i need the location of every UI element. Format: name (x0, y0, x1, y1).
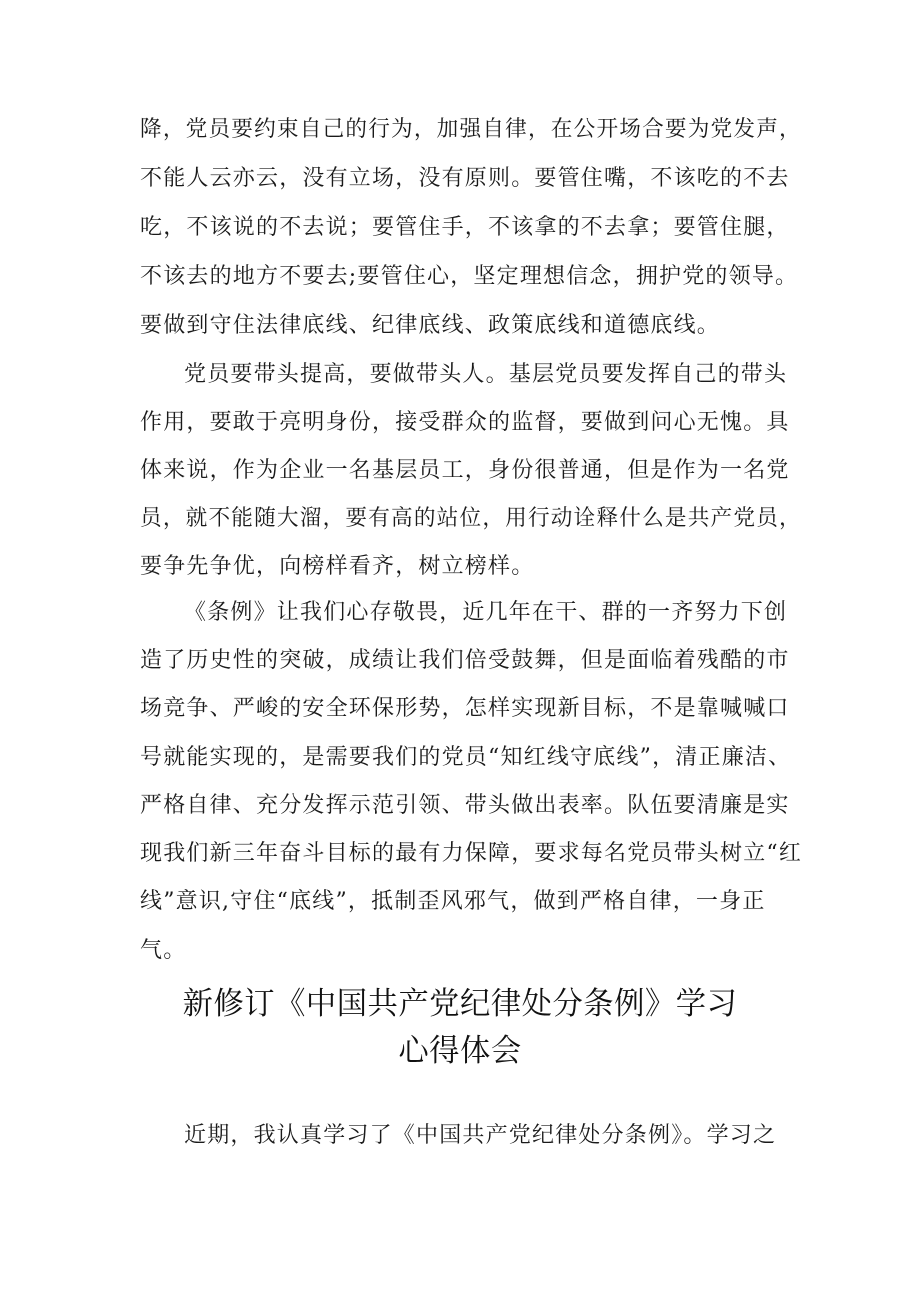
paragraph-line: 要做到守住法律底线、纪律底线、政策底线和道德底线。 (140, 313, 721, 338)
paragraph-line: 现我们新三年奋斗目标的最有力保障，要求每名党员带头树立“红 (140, 841, 803, 866)
paragraph-line: 严格自律、充分发挥示范引领、带头做出表率。队伍要清廉是实 (140, 793, 790, 818)
paragraph-line: 要争先争优，向榜样看齐，树立榜样。 (140, 554, 535, 579)
paragraph-line: 造了历史性的突破，成绩让我们倍受鼓舞，但是面临着残酷的市 (140, 648, 790, 673)
paragraph-line: 近期，我认真学习了《中国共产党纪律处分条例》。学习之 (184, 1123, 777, 1148)
paragraph-line: 场竞争、严峻的安全环保形势，怎样实现新目标，不是靠喊喊口 (140, 696, 790, 721)
paragraph-line: 《条例》让我们心存敬畏，近几年在干、群的一齐努力下创 (184, 600, 788, 625)
paragraph-line: 员，就不能随大溜，要有高的站位，用行动诠释什么是共产党员， (140, 506, 802, 531)
paragraph-line: 作用，要敢于亮明身份，接受群众的监督，要做到问心无愧。具 (140, 410, 790, 435)
paragraph-line: 不该去的地方不要去;要管住心，坚定理想信念，拥护党的领导。 (140, 264, 799, 289)
paragraph-line: 气。 (140, 938, 187, 963)
paragraph-line: 号就能实现的，是需要我们的党员“知红线守底线”，清正廉洁、 (140, 745, 792, 770)
paragraph-line: 降，党员要约束自己的行为，加强自律，在公开场合要为党发声， (140, 117, 802, 142)
paragraph-line: 线”意识,守住“底线”，抵制歪风邪气，做到严格自律，一身正 (140, 889, 766, 914)
section-title-line-2: 心得体会 (398, 1033, 522, 1069)
paragraph-line: 党员要带头提高，要做带头人。基层党员要发挥自己的带头 (184, 362, 788, 387)
paragraph-line: 吃，不该说的不去说；要管住手，不该拿的不去拿；要管住腿， (140, 215, 790, 240)
section-title: 新修订《中国共产党纪律处分条例》学习 (182, 986, 738, 1022)
paragraph-line: 体来说，作为企业一名基层员工，身份很普通，但是作为一名党 (140, 458, 790, 483)
paragraph-line: 不能人云亦云，没有立场，没有原则。要管住嘴，不该吃的不去 (140, 166, 790, 191)
